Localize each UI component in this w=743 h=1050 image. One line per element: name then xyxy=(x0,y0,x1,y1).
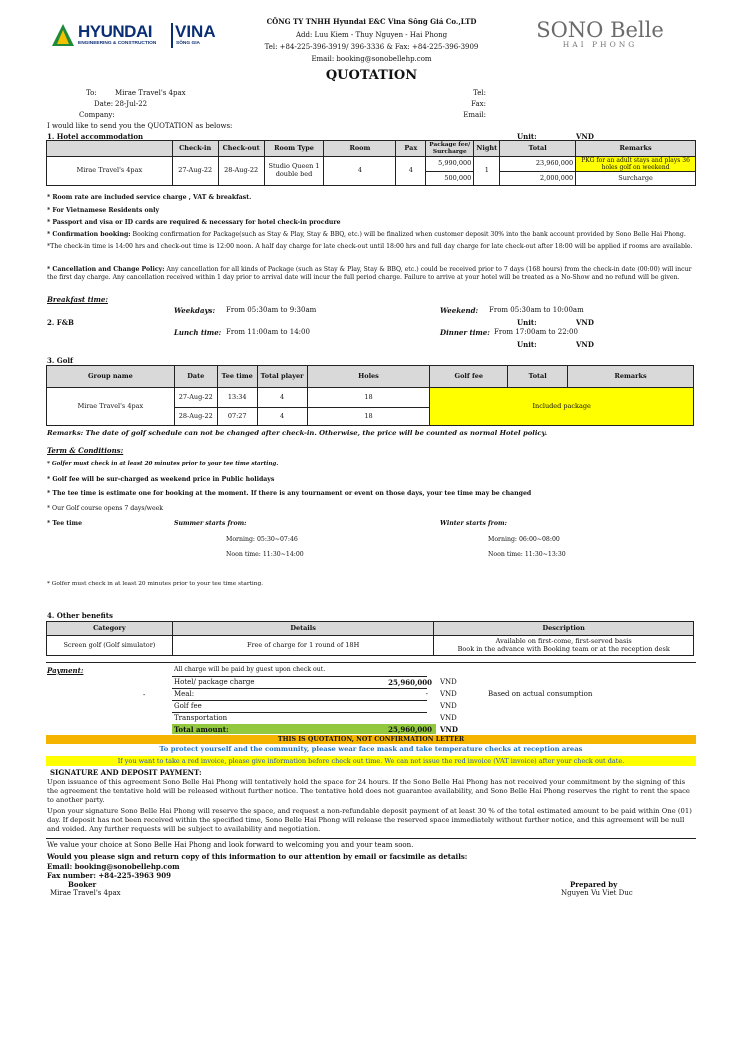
sono-belle-logo xyxy=(520,18,680,49)
logo-vina: VINA xyxy=(175,22,216,41)
table-row xyxy=(47,388,694,408)
golf-col-fee: Golf fee xyxy=(430,366,508,388)
prepared-name: Nguyen Vu Viet Duc xyxy=(561,889,633,897)
fax-label: Fax: xyxy=(471,100,486,108)
lunch-label: Lunch time: xyxy=(174,328,222,337)
hotel-roomtype: Studio Queen 1 double bed xyxy=(264,157,324,186)
hotel-col-roomtype: Room Type xyxy=(264,141,324,157)
logo-sub2: SÔNG GIA xyxy=(176,41,200,46)
benefits-col-details: Details xyxy=(172,622,434,636)
hotel-unit-label: Unit: xyxy=(517,132,537,141)
payment-item-currency: VND xyxy=(440,678,457,686)
hotel-checkin: 27-Aug-22 xyxy=(172,157,218,186)
hotel-col-checkout: Check-out xyxy=(218,141,264,157)
signature-heading: SIGNATURE AND DEPOSIT PAYMENT: xyxy=(50,768,202,777)
golf-tee: 07:27 xyxy=(217,408,257,426)
company-label: Company: xyxy=(79,111,115,119)
payment-item-currency: VND xyxy=(440,690,457,698)
golf-included: Included package xyxy=(430,388,694,426)
sono-belle-sub: HAI PHONG xyxy=(562,40,638,49)
benefits-details: Free of charge for 1 round of 18H xyxy=(172,636,434,656)
breakfast-label: Breakfast time: xyxy=(47,295,108,304)
hotel-unit-value: VND xyxy=(576,132,594,141)
golf-col-group: Group name xyxy=(47,366,175,388)
golf-tee: 13:34 xyxy=(217,388,257,408)
dinner-label: Dinner time: xyxy=(440,328,490,337)
golf-col-holes: Holes xyxy=(307,366,430,388)
total-currency: VND xyxy=(440,725,458,734)
total-label: Total amount: xyxy=(174,725,229,734)
summer-noon: Noon time: 11:30~14:00 xyxy=(226,551,304,558)
hotel-remark2: Surcharge xyxy=(576,172,696,186)
hotel-total2: 2,000,000 xyxy=(500,172,576,186)
weekend-label: Weekend: xyxy=(440,306,479,315)
fnb-heading: 2. F&B xyxy=(47,318,74,327)
hotel-col-total: Total xyxy=(500,141,576,157)
hotel-note-6-label: * Cancellation and Change Policy: xyxy=(47,266,165,273)
weekend-value: From 05:30am to 10:00am xyxy=(489,306,584,314)
payment-label: Payment: xyxy=(47,666,84,675)
golf-players: 4 xyxy=(257,388,307,408)
golf-col-date: Date xyxy=(174,366,217,388)
golf-holes: 18 xyxy=(307,388,430,408)
payment-item-remark: Based on actual consumption xyxy=(488,690,593,698)
dinner-value: From 17:00am to 22:00 xyxy=(494,328,578,336)
benefits-table xyxy=(46,621,694,656)
lunch-value: From 11:00am to 14:00 xyxy=(226,328,310,336)
tee-time-label: * Tee time xyxy=(47,520,83,527)
winter-noon: Noon time: 11:30~13:30 xyxy=(488,551,566,558)
hotel-total1: 23,960,000 xyxy=(500,157,576,172)
golf-group: Mirae Travel's 4pax xyxy=(47,388,175,426)
hotel-note-4 xyxy=(47,231,697,239)
hotel-note-5: *The check-in time is 14:00 hrs and check-out time is 12:00 noon. A half day charge for late check-out until 18:00 hrs and full day charge for late check-out after 18:00 will be applied if rooms are available. xyxy=(47,243,693,250)
welcome-text: We value your choice at Sono Belle Hai Phong and look forward to welcoming you and your team soon. xyxy=(47,841,414,849)
hotel-remark1: PKG for an adult stays and plays 36 holes golf on weekend xyxy=(576,157,696,172)
golf-col-remarks: Remarks xyxy=(568,366,694,388)
company-name: CÔNG TY TNHH Hyundai E&C Vina Sông Giá Co.,LTD xyxy=(266,17,477,26)
weekdays-label: Weekdays: xyxy=(174,306,216,315)
golf-col-players: Total player xyxy=(257,366,307,388)
date-value: 28-Jul-22 xyxy=(115,100,148,108)
booker-name: Mirae Travel's 4pax xyxy=(50,889,121,897)
sono-belle-main: SONO Belle xyxy=(536,18,664,42)
protect-notice: To protect yourself and the community, please wear face mask and take temperature checks at reception areas xyxy=(159,745,583,753)
benefits-col-category: Category xyxy=(47,622,173,636)
email-label: Email: xyxy=(463,111,486,119)
golf-col-tee: Tee time xyxy=(217,366,257,388)
golf-table xyxy=(46,365,694,426)
payment-item-name: Golf fee xyxy=(174,702,202,710)
benefits-desc-line1: Available on first-come, first-served basis xyxy=(495,636,632,645)
hotel-night: 1 xyxy=(474,157,500,186)
hotel-note-4-text: Booking confirmation for Package(such as Stay & Play, Stay & BBQ, etc.) will be finalized when customer deposit 30% into the bank account provided by Sono Belle Hai Phong. xyxy=(132,231,686,238)
sign-email: Email: booking@sonobellehp.com xyxy=(47,862,180,871)
tel-label: Tel: xyxy=(473,89,486,97)
total-value: 25,960,000 xyxy=(388,725,432,734)
payment-dash: - xyxy=(143,691,146,699)
hotel-note-6 xyxy=(47,266,697,283)
hotel-col-checkin: Check-in xyxy=(172,141,218,157)
fnb-unit-label-2: Unit: xyxy=(517,340,537,349)
summer-label: Summer starts from: xyxy=(174,520,247,527)
prepared-label: Prepared by xyxy=(570,880,618,889)
weekdays-value: From 05:30am to 9:30am xyxy=(226,306,317,314)
payment-item-currency: VND xyxy=(440,702,457,710)
golf-term-4: * Our Golf course opens 7 days/week xyxy=(47,505,164,512)
hotel-col-pax: Pax xyxy=(396,141,426,157)
hotel-col-night: Night xyxy=(474,141,500,157)
golf-heading: 3. Golf xyxy=(47,356,74,365)
hotel-room: 4 xyxy=(324,157,396,186)
company-address: Add: Luu Kiem - Thuy Nguyen - Hai Phong xyxy=(295,31,448,39)
golf-term-3: * The tee time is estimate one for booking at the moment. If there is any tournament or event on those days, your tee time may be changed xyxy=(47,490,532,497)
table-row xyxy=(47,157,696,172)
payment-item-amount: - xyxy=(425,690,428,698)
fnb-unit-value-2: VND xyxy=(576,340,594,349)
hotel-note-1: * Room rate are included service charge , VAT & breakfast. xyxy=(47,194,252,201)
golf-term-1: * Golfer must check in at least 20 minutes prior to your tee time starting. xyxy=(47,461,279,467)
golf-term-2: * Golf fee will be sur-charged as weekend price in Public holidays xyxy=(47,476,275,483)
benefits-desc-line2: Book in the advance with Booking team or at the reception desk xyxy=(457,644,670,653)
hotel-col-fee: Package fee/ Surcharge xyxy=(426,141,474,157)
benefits-heading: 4. Other benefits xyxy=(47,611,113,620)
sign-fax: Fax number: +84-225-3963 909 xyxy=(47,871,171,880)
hotel-note-6-text: Any cancellation for all kinds of Package (such as Stay & Play, Stay & BBQ, etc.) could be received prior to 7 days (168 hours) from the check-in date (00:00) will incur the first day charge. Any cancellation received within 1 day prior to arrival date will incur the full period charge. Failure to arrive at your hotel will be treated as a No-Show and no refund will be given. xyxy=(47,266,692,282)
winter-morning: Morning: 06:00~08:00 xyxy=(488,536,560,543)
not-confirmation-banner: THIS IS QUOTATION, NOT CONFIRMATION LETTER xyxy=(46,735,696,744)
hotel-guest-name: Mirae Travel's 4pax xyxy=(47,157,173,186)
hotel-note-3: * Passport and visa or ID cards are required & necessary for hotel check-in procdure xyxy=(47,219,341,226)
golf-date: 28-Aug-22 xyxy=(174,408,217,426)
hotel-note-4-label: * Confirmation booking: xyxy=(47,231,131,238)
intro-text: I would like to send you the QUOTATION as belows: xyxy=(47,122,233,130)
benefits-col-description: Description xyxy=(434,622,694,636)
summer-morning: Morning: 05:30~07:46 xyxy=(226,536,298,543)
hotel-col-remarks: Remarks xyxy=(576,141,696,157)
fnb-unit-value-1: VND xyxy=(576,318,594,327)
payment-note: All charge will be paid by guest upon check out. xyxy=(174,666,326,673)
table-row xyxy=(47,636,694,656)
signature-para-2: Upon your signature Sono Belle Hai Phong will reserve the space, and request a non-refundable deposit payment of at least 30 % of the total estimated amount to be paid within One (01) day. If deposit has not been received within the specified time, Sono Belle Hai Phong will release the reserved space immediately without further notice, and this agreement will be null and voided. Any further requests will be subject to availability and negotiation. xyxy=(47,807,692,834)
payment-item-name: Hotel/ package charge xyxy=(174,678,255,686)
hotel-note-2: * For Vietnamese Residents only xyxy=(47,207,160,214)
payment-item-name: Meal: xyxy=(174,690,195,698)
golf-term-5: * Golfer must check in at least 20 minutes prior to your tee time starting. xyxy=(47,581,264,587)
hotel-table xyxy=(46,140,696,186)
hotel-checkout: 28-Aug-22 xyxy=(218,157,264,186)
hotel-heading: 1. Hotel accommodation xyxy=(47,132,144,141)
hotel-fee1: 5,990,000 xyxy=(426,157,474,172)
terms-label: Term & Conditions: xyxy=(47,446,124,455)
winter-label: Winter starts from: xyxy=(440,520,507,527)
hotel-pax: 4 xyxy=(396,157,426,186)
logo-brand: HYUNDAI xyxy=(78,22,152,41)
golf-remark: Remarks: The date of golf schedule can not be changed after check-in. Otherwise, the price will be counted as normal Hotel policy. xyxy=(47,429,548,437)
golf-date: 27-Aug-22 xyxy=(174,388,217,408)
golf-holes: 18 xyxy=(307,408,430,426)
payment-item-amount: 25,960,000 xyxy=(388,678,432,687)
booker-label: Booker xyxy=(68,880,97,889)
hotel-col-room: Room xyxy=(324,141,396,157)
golf-col-total: Total xyxy=(508,366,568,388)
date-label: Date: xyxy=(94,100,114,108)
benefits-category: Screen golf (Golf simulator) xyxy=(47,636,173,656)
hotel-col-blank xyxy=(47,141,173,157)
fnb-unit-label-1: Unit: xyxy=(517,318,537,327)
company-phone: Tel: +84-225-396-3919/ 396-3336 & Fax: +84-225-396-3909 xyxy=(264,43,479,51)
hotel-fee2: 500,000 xyxy=(426,172,474,186)
sign-request: Would you please sign and return copy of this information to our attention by email or facsimile as details: xyxy=(47,852,468,861)
payment-item-currency: VND xyxy=(440,714,457,722)
payment-item-name: Transportation xyxy=(174,714,228,722)
signature-para-1: Upon issuance of this agreement Sono Belle Hai Phong will tentatively hold the space for 24 hours. If the Sono Belle Hai Phong has not received your commitment by the signing of this the agreement the tentative hold will be released without further notice. The tentative hold does not guarantee availability, and Sono Belle Hai Phong reserves the right to rent the space to another party. xyxy=(47,778,690,805)
page-title: QUOTATION xyxy=(325,68,418,83)
to-value: Mirae Travel's 4pax xyxy=(115,89,186,97)
benefits-description xyxy=(434,636,694,656)
invoice-notice: If you want to take a red invoice, please give information before check out time. We can not issue the red invoice (VAT invoice) after your check out date. xyxy=(46,756,696,766)
logo-sub1: ENGINEERING & CONSTRUCTION xyxy=(78,41,157,46)
golf-players: 4 xyxy=(257,408,307,426)
to-label: To: xyxy=(86,89,97,97)
company-email: Email: booking@sonobellehp.com xyxy=(311,55,432,63)
